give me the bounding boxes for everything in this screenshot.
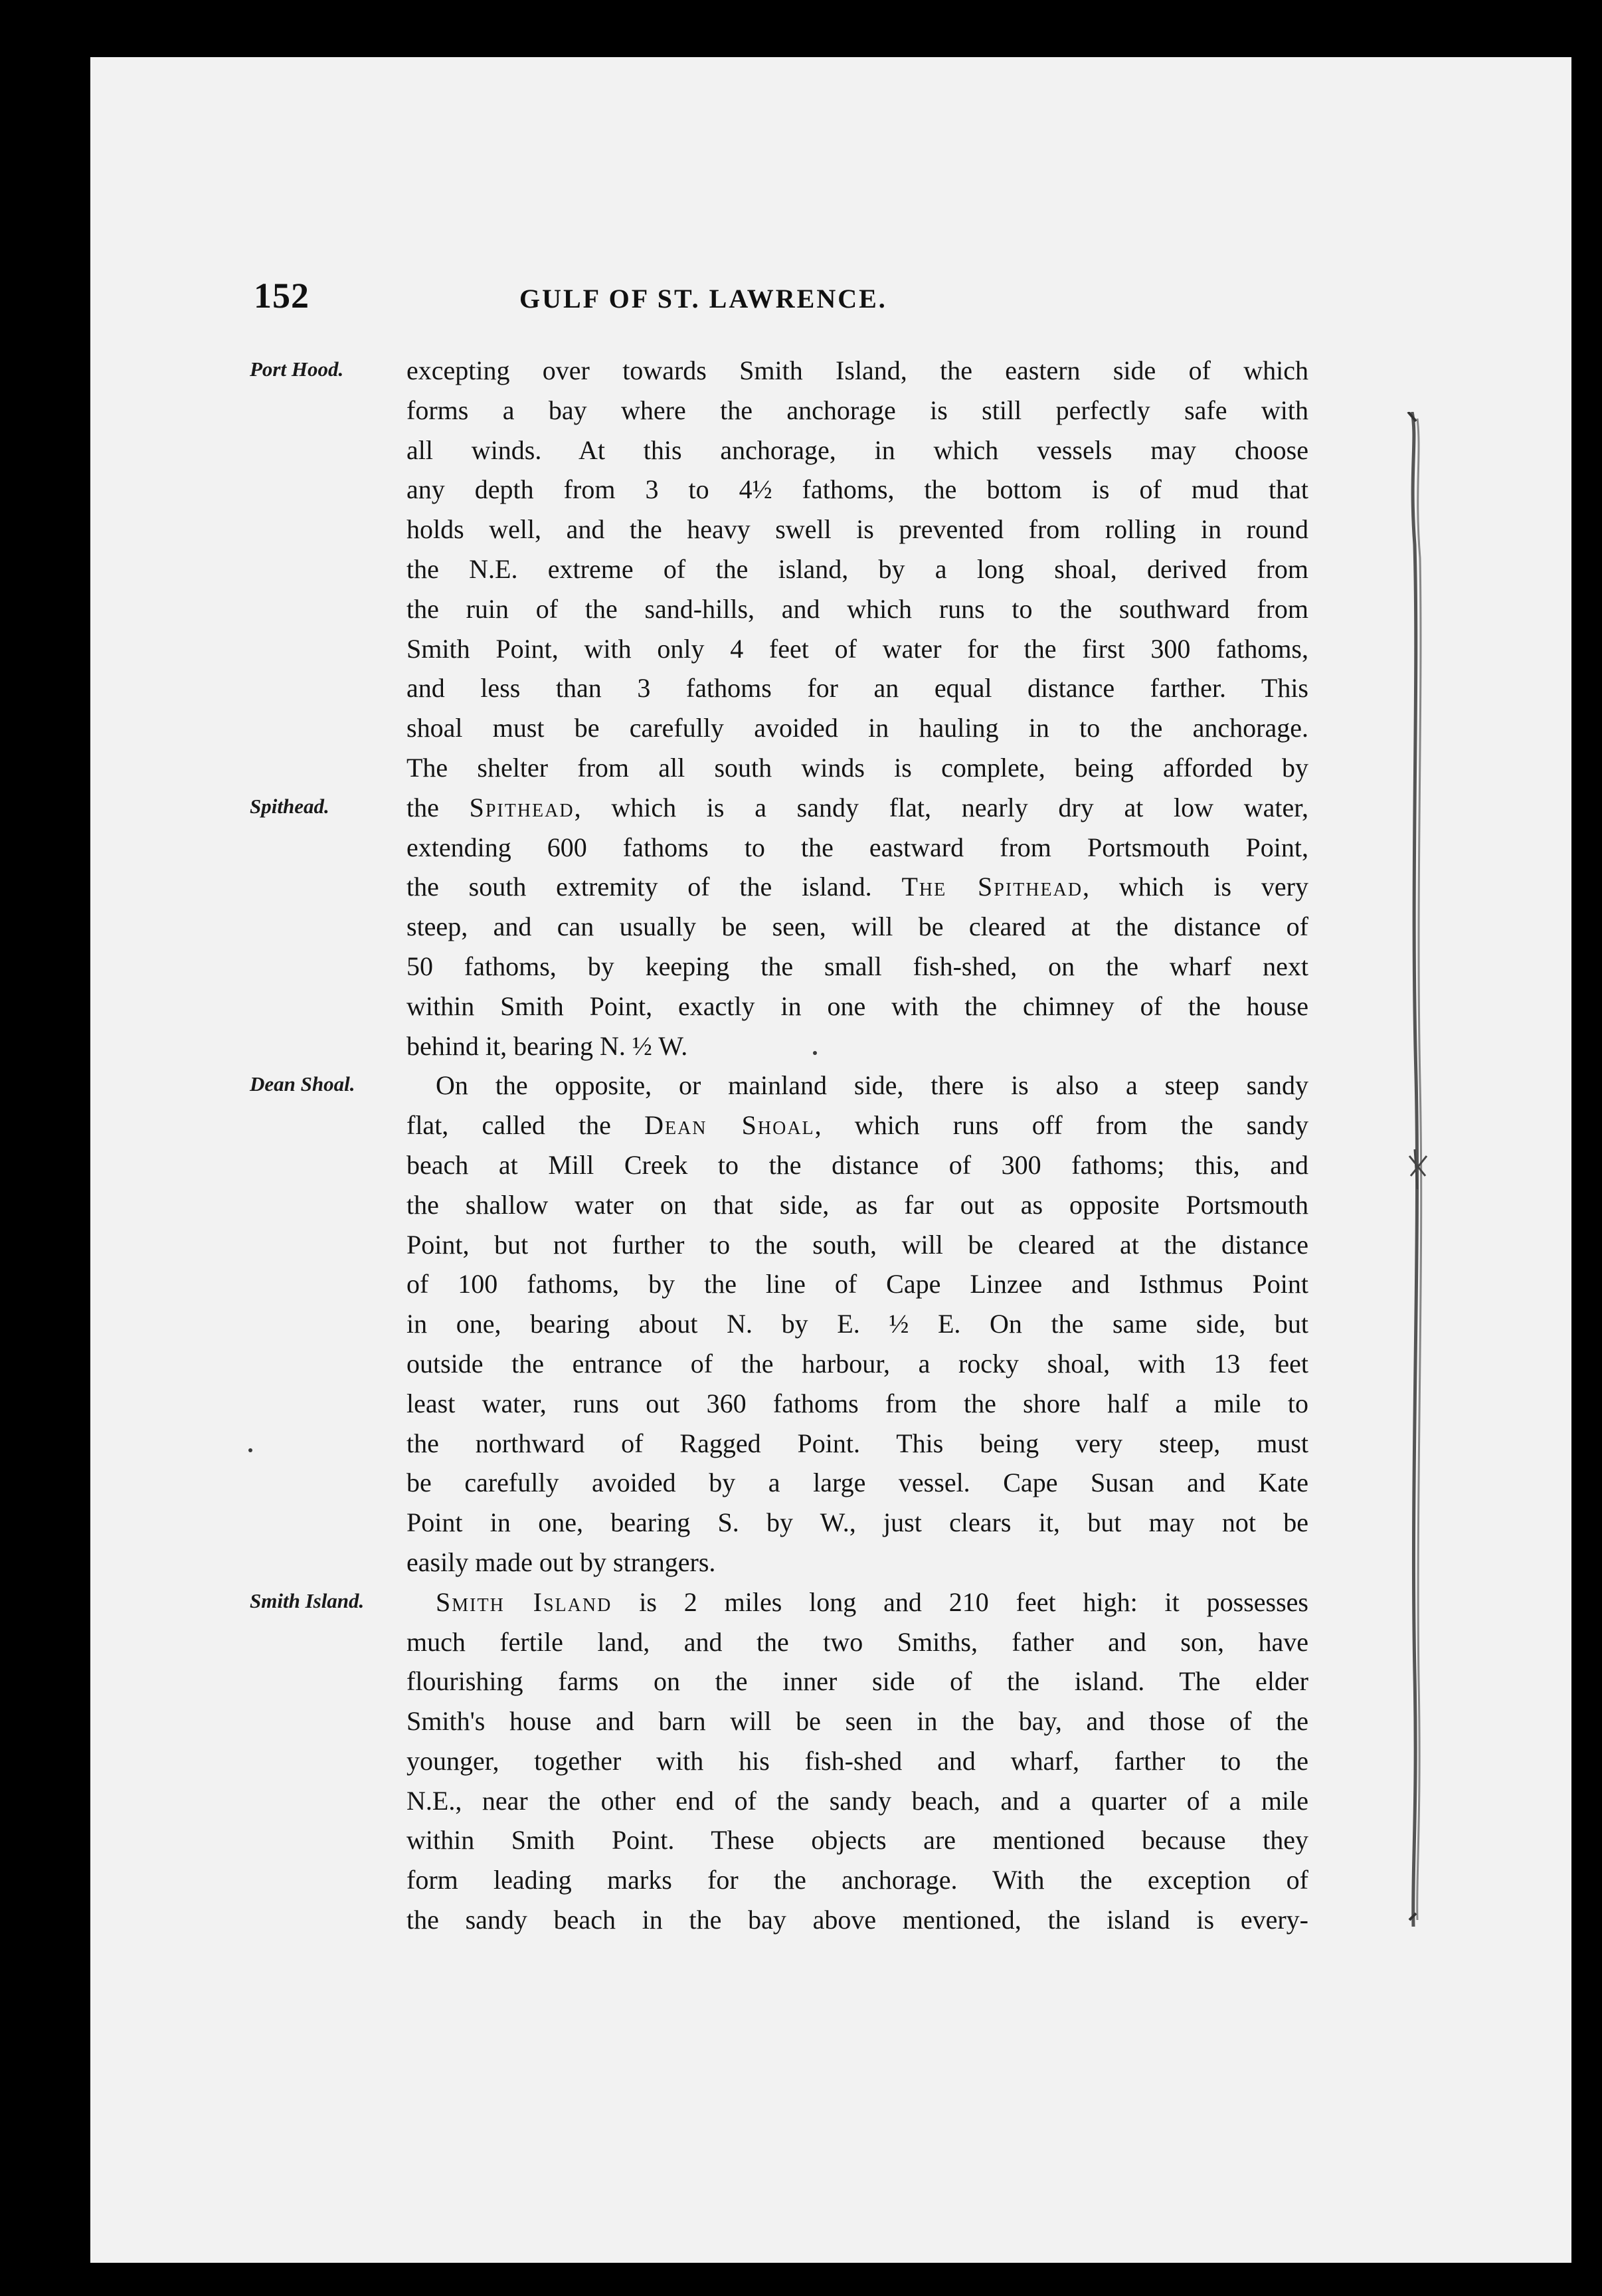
text-line: the sandy beach in the bay above mentioned, the island is every- — [406, 1905, 1308, 1935]
text-line: Point, but not further to the south, will be cleared at the distance — [406, 1229, 1308, 1260]
margin-note-smith-island: Smith Island. — [250, 1589, 365, 1612]
running-head: GULF OF ST. LAWRENCE. — [519, 284, 887, 314]
page-number: 152 — [254, 276, 310, 316]
text-line: the northward of Ragged Point. This being very steep, must — [406, 1428, 1308, 1458]
margin-note-port-hood: Port Hood. — [250, 357, 344, 381]
text-line: easily made out by strangers. — [406, 1547, 716, 1577]
text-line: within Smith Point, exactly in one with the chimney of the house — [406, 991, 1308, 1021]
page-header — [254, 275, 1303, 335]
text-line: the shallow water on that side, as far out as opposite Portsmouth — [406, 1189, 1308, 1220]
text-line: The shelter from all south winds is complete, being afforded by — [406, 752, 1308, 783]
text-line: any depth from 3 to 4½ fathoms, the bottom is of mud that — [406, 474, 1308, 505]
text-line: the Spithead, which is a sandy flat, nearly dry at low water, — [406, 792, 1308, 822]
text-line: all winds. At this anchorage, in which vessels may choose — [406, 434, 1308, 465]
text-line: On the opposite, or mainland side, there is also a steep sandy — [436, 1070, 1308, 1101]
text-line: excepting over towards Smith Island, the eastern side of which — [406, 355, 1308, 385]
text-line: forms a bay where the anchorage is still perfectly safe with — [406, 395, 1308, 425]
text-line: much fertile land, and the two Smiths, father and son, have — [406, 1626, 1308, 1657]
text-line: the N.E. extreme of the island, by a long shoal, derived from — [406, 553, 1308, 584]
text-line: younger, together with his fish-shed and wharf, farther to the — [406, 1745, 1308, 1776]
scan-speck — [813, 1051, 817, 1055]
text-line: the south extremity of the island. The Spithead, which is very — [406, 872, 1308, 902]
text-line: flourishing farms on the inner side of the island. The elder — [406, 1666, 1308, 1697]
text-line: Point in one, bearing S. by W., just clears it, but may not be — [406, 1507, 1308, 1538]
text-line: Smith Point, with only 4 feet of water for the first 300 fathoms, — [406, 633, 1308, 664]
text-line: holds well, and the heavy swell is prevented from rolling in round — [406, 514, 1308, 545]
text-line: shoal must be carefully avoided in hauling in to the anchorage. — [406, 713, 1308, 743]
place-name-the-spithead: The Spithead — [901, 872, 1083, 902]
text-line: behind it, bearing N. ½ W. — [406, 1030, 688, 1061]
margin-note-spithead: Spithead. — [250, 795, 329, 818]
place-name-smith-island: Smith Island — [436, 1586, 612, 1617]
text-line: extending 600 fathoms to the eastward from Portsmouth Point, — [406, 832, 1308, 862]
binding-thread — [1403, 412, 1429, 1927]
margin-note-dean-shoal: Dean Shoal. — [250, 1072, 355, 1096]
text-line: Smith Island is 2 miles long and 210 feet high: it possesses — [436, 1586, 1308, 1617]
text-line: Smith's house and barn will be seen in the bay, and those of the — [406, 1706, 1308, 1737]
text-line: beach at Mill Creek to the distance of 300 fathoms; this, and — [406, 1149, 1308, 1180]
place-name-dean-shoal: Dean Shoal — [644, 1110, 815, 1141]
text-line: outside the entrance of the harbour, a rocky shoal, with 13 feet — [406, 1348, 1308, 1379]
place-name-spithead: Spithead — [469, 792, 575, 822]
text-line: within Smith Point. These objects are mentioned because they — [406, 1825, 1308, 1856]
text-line: be carefully avoided by a large vessel. Cape Susan and Kate — [406, 1468, 1308, 1498]
text-line: in one, bearing about N. by E. ½ E. On the same side, but — [406, 1309, 1308, 1339]
text-line: N.E., near the other end of the sandy beach, and a quarter of a mile — [406, 1785, 1308, 1816]
book-page — [90, 57, 1571, 2263]
text-line: flat, called the Dean Shoal, which runs off from the sandy — [406, 1110, 1309, 1141]
text-line: least water, runs out 360 fathoms from the shore half a mile to — [406, 1388, 1308, 1418]
text-line: of 100 fathoms, by the line of Cape Linzee and Isthmus Point — [406, 1269, 1308, 1299]
text-line: steep, and can usually be seen, will be cleared at the distance of — [406, 911, 1308, 942]
text-line: 50 fathoms, by keeping the small fish-shed, on the wharf next — [406, 951, 1308, 981]
text-line: and less than 3 fathoms for an equal distance farther. This — [406, 673, 1308, 704]
text-line: the ruin of the sand-hills, and which runs to the southward from — [406, 593, 1308, 624]
body-text — [406, 351, 1308, 1940]
text-line: form leading marks for the anchorage. With the exception of — [406, 1865, 1308, 1895]
scan-speck — [248, 1448, 252, 1452]
